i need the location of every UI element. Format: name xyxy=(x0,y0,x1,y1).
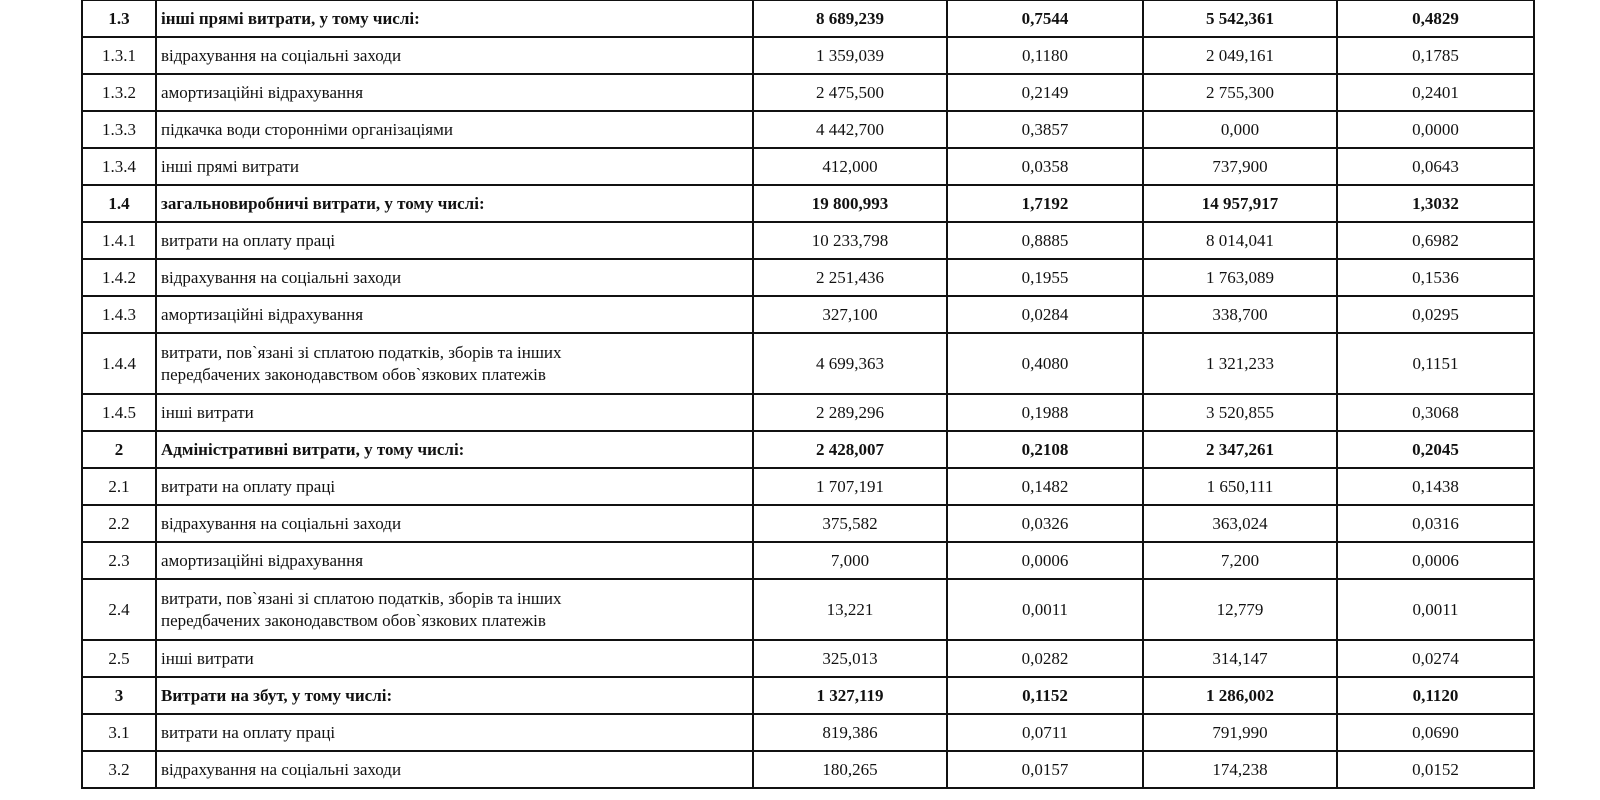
value-cell-4: 0,1536 xyxy=(1337,259,1534,296)
value-cell-3: 12,779 xyxy=(1143,579,1337,640)
row-number-cell: 3.1 xyxy=(82,714,156,751)
row-number-cell: 2.4 xyxy=(82,579,156,640)
table-row xyxy=(82,74,1534,111)
value-cell-1: 1 707,191 xyxy=(753,468,947,505)
value-cell-4: 0,6982 xyxy=(1337,222,1534,259)
value-cell-4: 0,0006 xyxy=(1337,542,1534,579)
row-description-cell: інші витрати xyxy=(156,640,753,677)
table-row xyxy=(82,579,1534,640)
row-number-cell: 2.1 xyxy=(82,468,156,505)
table-row xyxy=(82,640,1534,677)
value-cell-3: 5 542,361 xyxy=(1143,0,1337,37)
table-row xyxy=(82,394,1534,431)
row-number-cell: 1.4.4 xyxy=(82,333,156,394)
value-cell-4: 0,1120 xyxy=(1337,677,1534,714)
value-cell-1: 4 442,700 xyxy=(753,111,947,148)
value-cell-2: 0,0282 xyxy=(947,640,1143,677)
value-cell-2: 0,3857 xyxy=(947,111,1143,148)
value-cell-2: 0,0011 xyxy=(947,579,1143,640)
value-cell-4: 0,1438 xyxy=(1337,468,1534,505)
row-number-cell: 1.4.5 xyxy=(82,394,156,431)
value-cell-4: 0,0274 xyxy=(1337,640,1534,677)
row-description-cell: відрахування на соціальні заходи xyxy=(156,751,753,788)
description-line: передбачених законодавством обов`язкових платежів xyxy=(161,610,546,630)
value-cell-4: 0,0295 xyxy=(1337,296,1534,333)
row-description-cell xyxy=(156,333,753,394)
description-line: витрати, пов`язані зі сплатою податків, зборів та інших xyxy=(161,342,562,362)
row-description-cell: Адміністративні витрати, у тому числі: xyxy=(156,431,753,468)
row-number-cell: 1.3.1 xyxy=(82,37,156,74)
value-cell-2: 0,0157 xyxy=(947,751,1143,788)
value-cell-3: 314,147 xyxy=(1143,640,1337,677)
row-description-cell: загальновиробничі витрати, у тому числі: xyxy=(156,185,753,222)
value-cell-2: 0,7544 xyxy=(947,0,1143,37)
row-description-cell: інші витрати xyxy=(156,394,753,431)
value-cell-1: 2 428,007 xyxy=(753,431,947,468)
value-cell-3: 174,238 xyxy=(1143,751,1337,788)
row-number-cell: 1.3.3 xyxy=(82,111,156,148)
value-cell-2: 0,2108 xyxy=(947,431,1143,468)
value-cell-2: 0,8885 xyxy=(947,222,1143,259)
row-number-cell: 1.4.1 xyxy=(82,222,156,259)
table-section-row xyxy=(82,0,1534,37)
value-cell-2: 0,4080 xyxy=(947,333,1143,394)
value-cell-2: 0,0006 xyxy=(947,542,1143,579)
table-row xyxy=(82,296,1534,333)
value-cell-4: 0,1151 xyxy=(1337,333,1534,394)
row-description-cell: відрахування на соціальні заходи xyxy=(156,259,753,296)
description-line: витрати, пов`язані зі сплатою податків, зборів та інших xyxy=(161,588,562,608)
row-number-cell: 1.4 xyxy=(82,185,156,222)
table-row xyxy=(82,714,1534,751)
cost-structure-table xyxy=(81,0,1535,789)
row-description-cell xyxy=(156,579,753,640)
row-description-cell: витрати на оплату праці xyxy=(156,714,753,751)
table-row xyxy=(82,222,1534,259)
value-cell-2: 0,2149 xyxy=(947,74,1143,111)
value-cell-4: 0,4829 xyxy=(1337,0,1534,37)
value-cell-3: 8 014,041 xyxy=(1143,222,1337,259)
value-cell-2: 0,1180 xyxy=(947,37,1143,74)
table-section-row xyxy=(82,677,1534,714)
table-row xyxy=(82,505,1534,542)
row-description-cell: підкачка води сторонніми організаціями xyxy=(156,111,753,148)
row-number-cell: 1.3.2 xyxy=(82,74,156,111)
row-number-cell: 1.3 xyxy=(82,0,156,37)
value-cell-4: 0,0690 xyxy=(1337,714,1534,751)
table-row xyxy=(82,542,1534,579)
value-cell-1: 1 359,039 xyxy=(753,37,947,74)
table-body xyxy=(82,0,1534,788)
value-cell-2: 0,1482 xyxy=(947,468,1143,505)
value-cell-3: 737,900 xyxy=(1143,148,1337,185)
value-cell-3: 338,700 xyxy=(1143,296,1337,333)
value-cell-3: 363,024 xyxy=(1143,505,1337,542)
value-cell-1: 2 289,296 xyxy=(753,394,947,431)
value-cell-4: 0,2045 xyxy=(1337,431,1534,468)
value-cell-2: 0,0326 xyxy=(947,505,1143,542)
table-row xyxy=(82,37,1534,74)
value-cell-1: 1 327,119 xyxy=(753,677,947,714)
value-cell-3: 14 957,917 xyxy=(1143,185,1337,222)
row-number-cell: 1.3.4 xyxy=(82,148,156,185)
row-number-cell: 2.3 xyxy=(82,542,156,579)
value-cell-4: 0,2401 xyxy=(1337,74,1534,111)
row-description-cell: витрати на оплату праці xyxy=(156,468,753,505)
value-cell-1: 327,100 xyxy=(753,296,947,333)
value-cell-3: 791,990 xyxy=(1143,714,1337,751)
table-section-row xyxy=(82,185,1534,222)
table-row xyxy=(82,111,1534,148)
value-cell-4: 0,0011 xyxy=(1337,579,1534,640)
row-description-cell: витрати на оплату праці xyxy=(156,222,753,259)
value-cell-4: 1,3032 xyxy=(1337,185,1534,222)
value-cell-1: 10 233,798 xyxy=(753,222,947,259)
value-cell-4: 0,0316 xyxy=(1337,505,1534,542)
value-cell-3: 7,200 xyxy=(1143,542,1337,579)
value-cell-1: 2 475,500 xyxy=(753,74,947,111)
value-cell-3: 1 650,111 xyxy=(1143,468,1337,505)
value-cell-2: 0,1988 xyxy=(947,394,1143,431)
row-number-cell: 2 xyxy=(82,431,156,468)
value-cell-1: 13,221 xyxy=(753,579,947,640)
row-description-cell: амортизаційні відрахування xyxy=(156,542,753,579)
value-cell-1: 4 699,363 xyxy=(753,333,947,394)
value-cell-1: 412,000 xyxy=(753,148,947,185)
value-cell-4: 0,0000 xyxy=(1337,111,1534,148)
row-number-cell: 3 xyxy=(82,677,156,714)
value-cell-3: 1 286,002 xyxy=(1143,677,1337,714)
value-cell-2: 0,1955 xyxy=(947,259,1143,296)
row-description-cell: інші прямі витрати, у тому числі: xyxy=(156,0,753,37)
value-cell-1: 375,582 xyxy=(753,505,947,542)
table-row xyxy=(82,333,1534,394)
row-description-cell: відрахування на соціальні заходи xyxy=(156,37,753,74)
table-section-row xyxy=(82,431,1534,468)
value-cell-1: 2 251,436 xyxy=(753,259,947,296)
row-description-cell: відрахування на соціальні заходи xyxy=(156,505,753,542)
value-cell-2: 0,0284 xyxy=(947,296,1143,333)
value-cell-3: 2 755,300 xyxy=(1143,74,1337,111)
value-cell-3: 2 347,261 xyxy=(1143,431,1337,468)
value-cell-4: 0,0643 xyxy=(1337,148,1534,185)
row-description-cell: амортизаційні відрахування xyxy=(156,74,753,111)
value-cell-3: 2 049,161 xyxy=(1143,37,1337,74)
value-cell-1: 8 689,239 xyxy=(753,0,947,37)
value-cell-4: 0,1785 xyxy=(1337,37,1534,74)
row-description-cell: інші прямі витрати xyxy=(156,148,753,185)
value-cell-3: 0,000 xyxy=(1143,111,1337,148)
value-cell-2: 0,0358 xyxy=(947,148,1143,185)
row-number-cell: 1.4.3 xyxy=(82,296,156,333)
table-row xyxy=(82,148,1534,185)
value-cell-4: 0,0152 xyxy=(1337,751,1534,788)
value-cell-1: 325,013 xyxy=(753,640,947,677)
value-cell-2: 0,1152 xyxy=(947,677,1143,714)
value-cell-1: 180,265 xyxy=(753,751,947,788)
value-cell-3: 1 321,233 xyxy=(1143,333,1337,394)
row-number-cell: 2.5 xyxy=(82,640,156,677)
table-row xyxy=(82,751,1534,788)
value-cell-1: 7,000 xyxy=(753,542,947,579)
value-cell-3: 1 763,089 xyxy=(1143,259,1337,296)
value-cell-2: 0,0711 xyxy=(947,714,1143,751)
row-description-cell: амортизаційні відрахування xyxy=(156,296,753,333)
row-number-cell: 1.4.2 xyxy=(82,259,156,296)
table-row xyxy=(82,468,1534,505)
row-number-cell: 2.2 xyxy=(82,505,156,542)
value-cell-4: 0,3068 xyxy=(1337,394,1534,431)
row-description-cell: Витрати на збут, у тому числі: xyxy=(156,677,753,714)
value-cell-1: 19 800,993 xyxy=(753,185,947,222)
table-row xyxy=(82,259,1534,296)
value-cell-3: 3 520,855 xyxy=(1143,394,1337,431)
value-cell-2: 1,7192 xyxy=(947,185,1143,222)
description-line: передбачених законодавством обов`язкових платежів xyxy=(161,364,546,384)
row-number-cell: 3.2 xyxy=(82,751,156,788)
value-cell-1: 819,386 xyxy=(753,714,947,751)
